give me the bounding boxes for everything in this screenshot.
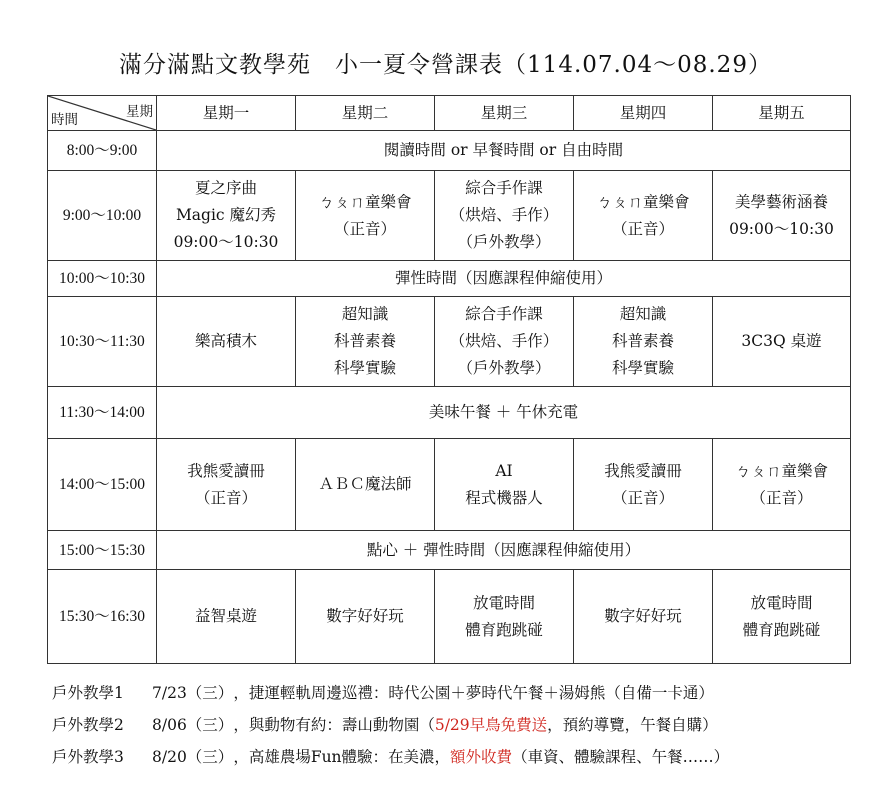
activity-line: 程式機器人 <box>465 488 543 507</box>
time-slot: 14:00～15:00 <box>48 439 157 531</box>
schedule-table <box>47 95 851 664</box>
activity-cell <box>157 439 296 531</box>
activity-line: 我熊愛讀冊 <box>604 461 682 480</box>
activity-line: 09:00～10:30 <box>729 219 834 238</box>
corner-day-label: 星期 <box>126 104 153 120</box>
activity-line: 科學實驗 <box>611 359 674 377</box>
time-slot: 10:30～11:30 <box>48 297 157 387</box>
activity-line: （正音） <box>333 219 396 238</box>
day-header: 星期四 <box>574 96 713 131</box>
activity-line: 超知識 <box>619 305 667 323</box>
outdoor-notes <box>52 678 729 774</box>
activity-line: 科學實驗 <box>333 359 396 377</box>
activity-cell <box>435 171 574 261</box>
activity-line: ㄅㄆㄇ童樂會 <box>596 192 690 211</box>
activity-cell <box>435 570 574 664</box>
activity-cell <box>574 570 713 664</box>
activity-cell <box>435 297 574 387</box>
activity-cell <box>296 439 435 531</box>
activity-line: 放電時間 <box>750 593 813 612</box>
time-slot: 15:00～15:30 <box>48 531 157 570</box>
time-slot: 9:00～10:00 <box>48 171 157 261</box>
activity-line: （正音） <box>750 488 813 507</box>
activity-line: 09:00～10:30 <box>173 233 279 251</box>
activity-line: 閱讀時間 or 早餐時間 or 自由時間 <box>383 141 624 159</box>
activity-span-cell <box>157 531 851 570</box>
activity-cell <box>713 171 851 261</box>
activity-line: 益智桌遊 <box>194 607 257 625</box>
note-highlight: 額外收費 <box>450 748 513 766</box>
activity-line: 彈性時間（因應課程伸縮使用） <box>394 269 612 287</box>
activity-line: （正音） <box>611 219 674 238</box>
note-label: 戶外教學1 <box>52 684 124 702</box>
activity-line: 數字好好玩 <box>326 607 404 625</box>
activity-line: （正音） <box>611 488 674 507</box>
note-label: 戶外教學3 <box>52 748 124 766</box>
activity-cell <box>435 439 574 531</box>
note-date: 8/06（三） <box>152 716 234 734</box>
activity-line: 美味午餐 ＋ 午休充電 <box>428 403 579 421</box>
activity-cell <box>713 297 851 387</box>
outdoor-note <box>52 742 729 774</box>
day-header: 星期五 <box>713 96 851 131</box>
activity-line: ㄅㄆㄇ童樂會 <box>318 192 412 211</box>
activity-line: 超知識 <box>341 305 389 323</box>
activity-cell <box>713 439 851 531</box>
note-text: ，與動物有約：壽山動物園（ <box>233 716 435 734</box>
note-text-after: （車資、體驗課程、午餐……） <box>512 748 730 766</box>
time-slot: 10:00～10:30 <box>48 261 157 297</box>
activity-line: 科普素養 <box>611 332 674 350</box>
activity-cell <box>157 570 296 664</box>
activity-line: 體育跑跳碰 <box>742 620 821 639</box>
note-highlight: 5/29早鳥免費送 <box>434 716 548 734</box>
activity-cell <box>296 297 435 387</box>
activity-line: 綜合手作課 <box>465 179 543 197</box>
note-date: 8/20（三） <box>152 748 234 766</box>
corner-cell <box>48 96 157 131</box>
note-text: ，捷運輕軌周邊巡禮：時代公園＋夢時代午餐＋湯姆熊（自備一卡通） <box>233 684 714 702</box>
activity-cell <box>296 570 435 664</box>
activity-cell <box>713 570 851 664</box>
schedule-row <box>48 387 851 439</box>
activity-line: （烘焙、手作） <box>449 332 559 350</box>
note-date: 7/23（三） <box>152 684 234 702</box>
schedule-row <box>48 439 851 531</box>
activity-cell <box>574 297 713 387</box>
activity-line: 綜合手作課 <box>465 305 543 323</box>
activity-line: 體育跑跳碰 <box>465 620 543 639</box>
note-label: 戶外教學2 <box>52 716 124 734</box>
schedule-row <box>48 171 851 261</box>
activity-line: 美學藝術涵養 <box>734 192 828 211</box>
page-title: 滿分滿點文教學苑 小一夏令營課表（114.07.04～08.29） <box>119 52 772 78</box>
activity-line: 我熊愛讀冊 <box>187 461 265 480</box>
corner-time-label: 時間 <box>51 112 78 128</box>
activity-line: Magic 魔幻秀 <box>175 206 277 224</box>
time-slot: 15:30～16:30 <box>48 570 157 664</box>
schedule-row <box>48 297 851 387</box>
activity-cell <box>296 171 435 261</box>
schedule-row <box>48 261 851 297</box>
activity-line: （戶外教學） <box>457 359 551 377</box>
activity-line: （戶外教學） <box>457 233 551 251</box>
note-text-after: ，預約導覽，午餐自購） <box>547 716 718 734</box>
activity-line: 夏之序曲 <box>194 179 257 197</box>
schedule-row <box>48 131 851 171</box>
day-header: 星期二 <box>296 96 435 131</box>
activity-line: ㄅㄆㄇ童樂會 <box>734 461 828 480</box>
activity-span-cell <box>157 131 851 171</box>
activity-line: 樂高積木 <box>194 332 257 350</box>
day-header: 星期三 <box>435 96 574 131</box>
activity-line: 3C3Q 桌遊 <box>741 332 822 350</box>
activity-cell <box>157 171 296 261</box>
activity-cell <box>574 171 713 261</box>
time-slot: 11:30～14:00 <box>48 387 157 439</box>
activity-line: AI <box>495 461 513 480</box>
activity-line: 科普素養 <box>333 332 396 350</box>
activity-line: （正音） <box>194 488 257 507</box>
schedule-body <box>48 131 851 664</box>
time-slot: 8:00～9:00 <box>48 131 157 171</box>
schedule-row <box>48 531 851 570</box>
activity-line: 放電時間 <box>472 593 535 612</box>
outdoor-note <box>52 678 729 710</box>
activity-line: 數字好好玩 <box>604 607 682 625</box>
activity-cell <box>574 439 713 531</box>
header-row <box>48 96 851 131</box>
activity-line: ＡＢＣ魔法師 <box>318 475 412 493</box>
day-header: 星期一 <box>157 96 296 131</box>
outdoor-note <box>52 710 729 742</box>
note-text: ，高雄農場Fun體驗：在美濃， <box>233 748 451 766</box>
activity-span-cell <box>157 387 851 439</box>
schedule-row <box>48 570 851 664</box>
activity-line: 點心 ＋ 彈性時間（因應課程伸縮使用） <box>366 540 641 559</box>
activity-cell <box>157 297 296 387</box>
activity-line: （烘焙、手作） <box>449 206 559 224</box>
activity-span-cell <box>157 261 851 297</box>
